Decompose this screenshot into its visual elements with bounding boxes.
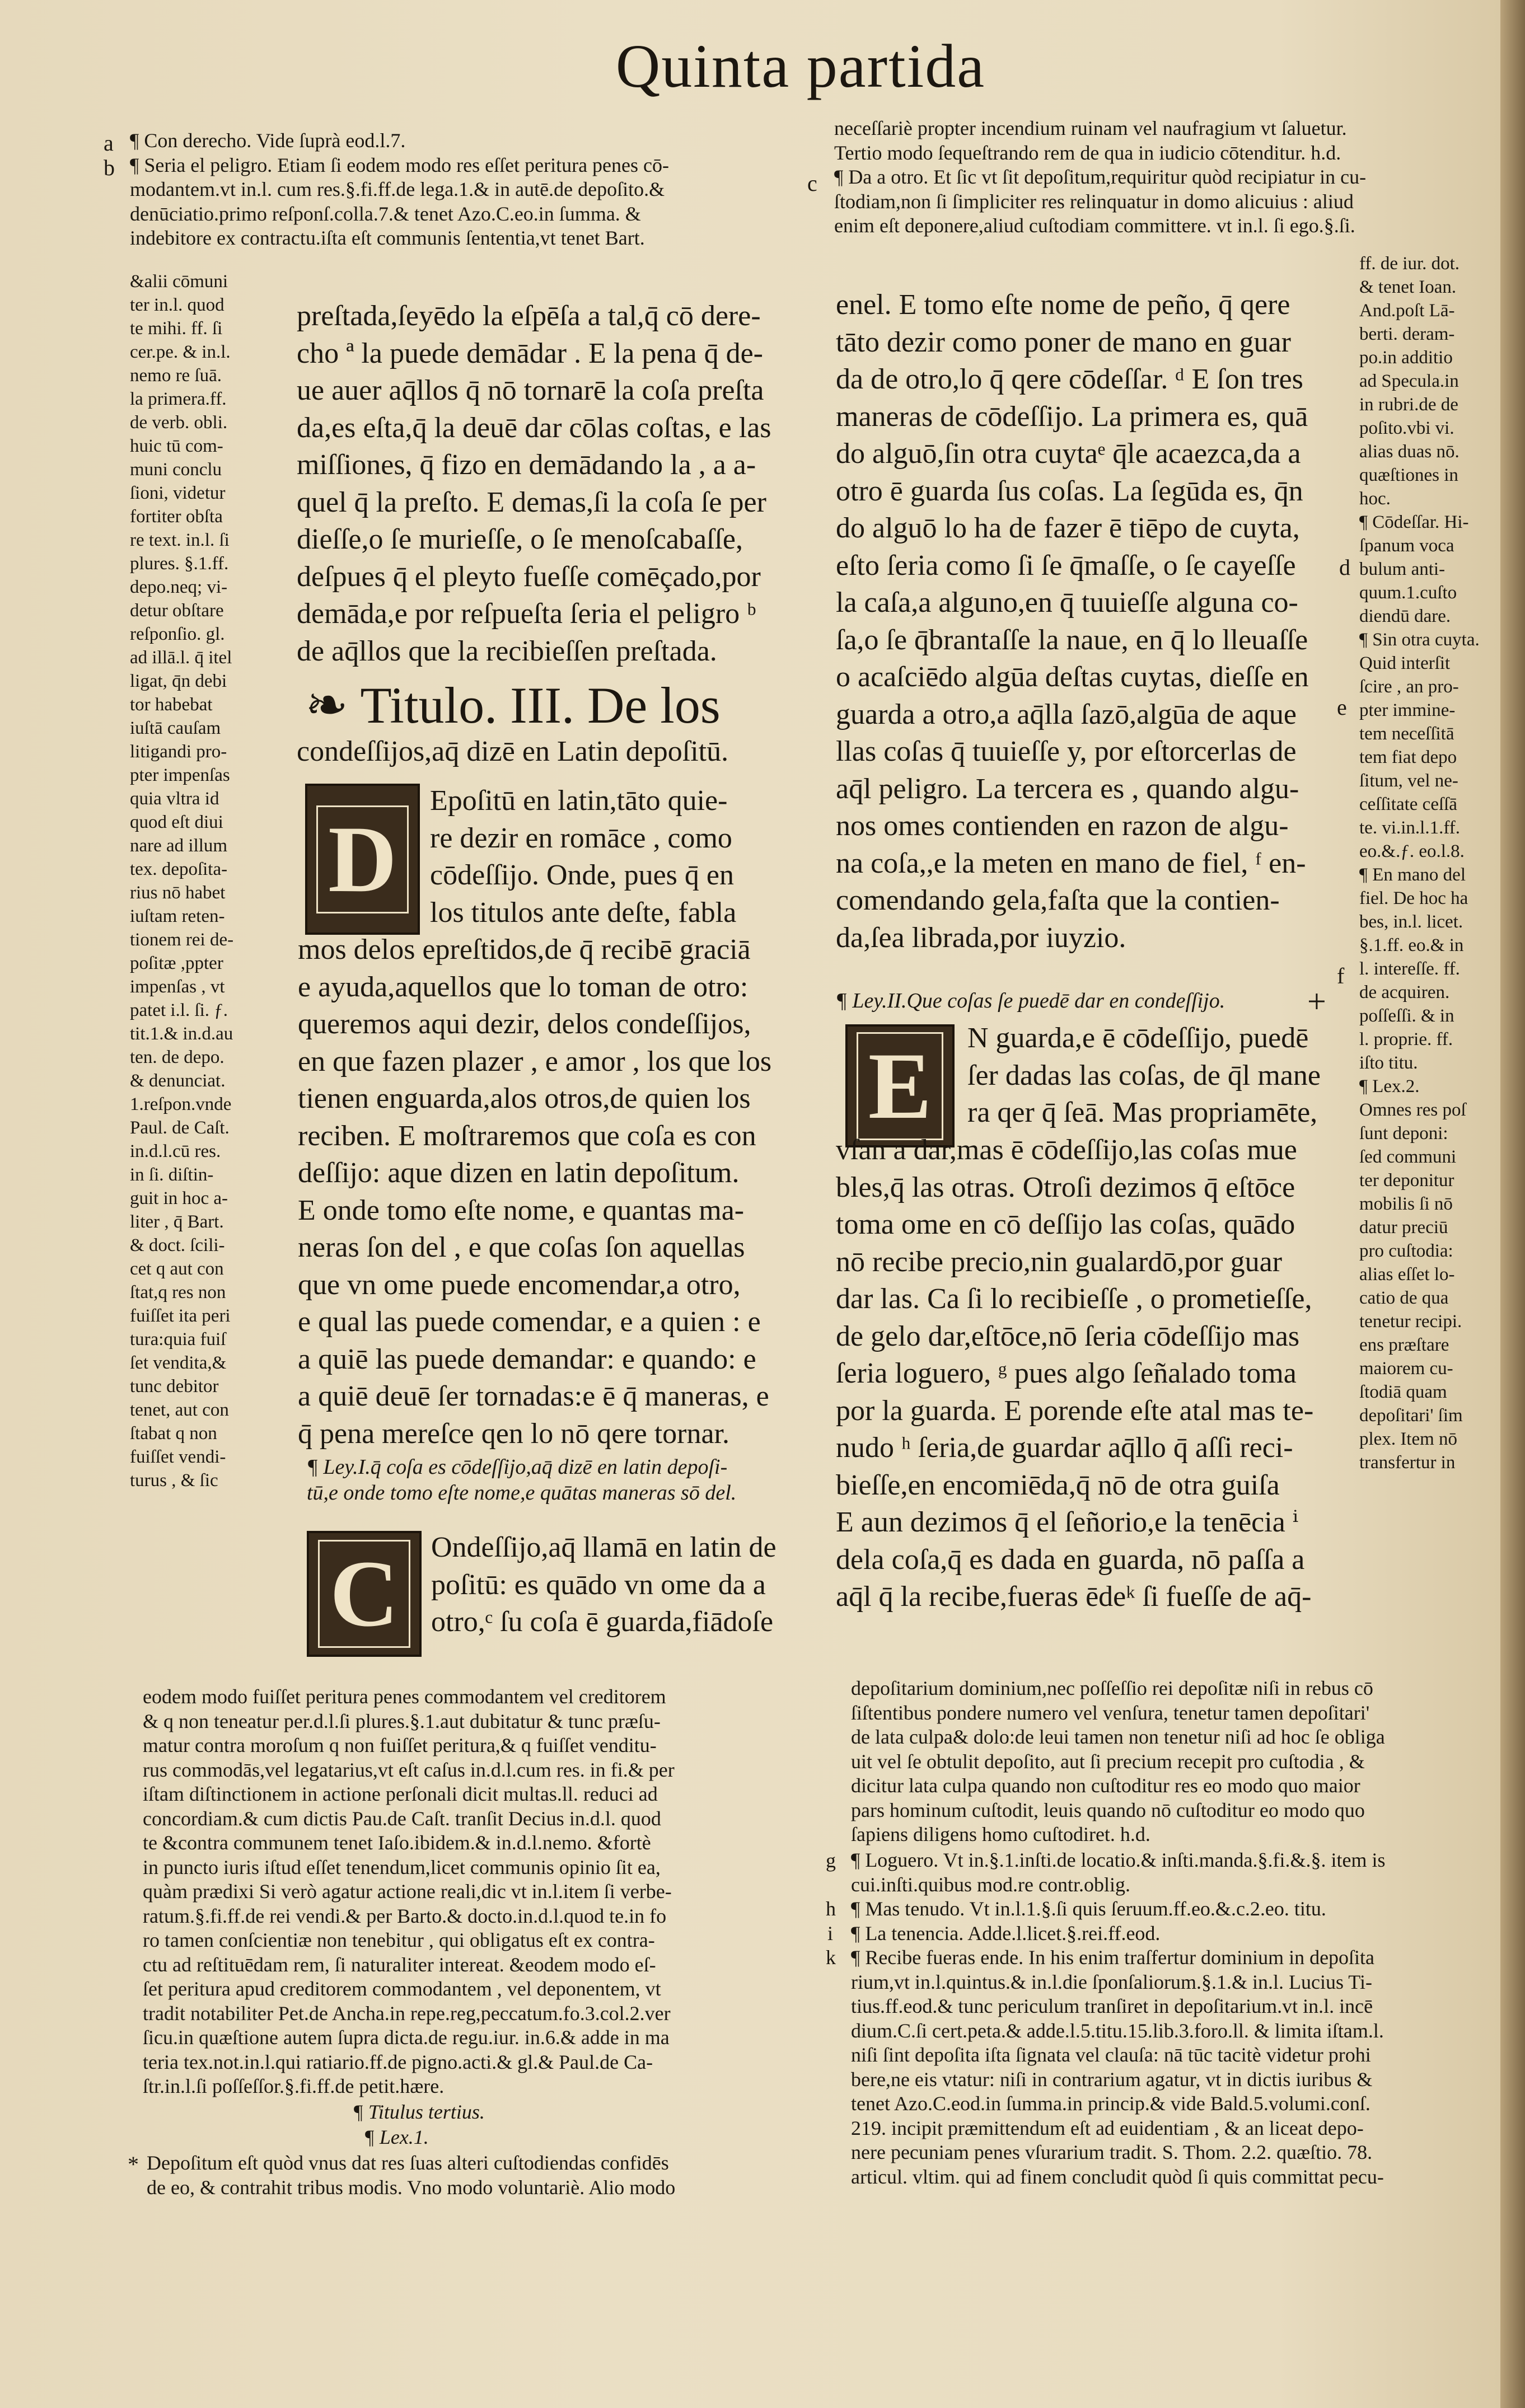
gloss-line: Tertio modo ſequeſtrando rem de qua in iudicio cōtenditur. h.d.: [834, 141, 1341, 164]
text-line: do alguō,ſin otra cuytaᵉ q̄le acaezca,da a: [836, 438, 1301, 470]
gloss-line: concordiam.& cum dictis Pau.de Caſt. tranſit Decius in.d.l. quod: [143, 1807, 661, 1830]
gloss-line: tius.ff.eod.& tunc periculum tranſiret in depoſitarium.vt in.l. incē: [851, 1995, 1373, 2017]
gloss-line: ſiſtentibus pondere numero vel venſura, tenetur tamen depoſitari': [851, 1701, 1370, 1724]
text-line: guarda a otro,a aq̄lla ſazō,algūa de aque: [836, 698, 1297, 730]
gloss-line: ſapiens diligens homo cuſtodiret. h.d.: [851, 1823, 1150, 1845]
margin-gloss-line: quod eſt diui: [130, 812, 223, 832]
margin-gloss-line: ter in.l. quod: [130, 295, 224, 315]
gloss-line: teria tex.not.in.l.qui ratiario.ff.de pigno.acti.& gl.& Paul.de Ca-: [143, 2050, 653, 2073]
gloss-line: Depoſitum eſt quòd vnus dat res ſuas alteri cuſtodiendas confidēs: [147, 2152, 669, 2174]
text-line: da,ſea librada,por iuyzio.: [836, 921, 1126, 954]
margin-gloss-line: reſponſio. gl.: [130, 624, 225, 644]
margin-gloss-line: 1.reſpon.vnde: [130, 1094, 232, 1114]
margin-gloss-line: po.in additio: [1359, 348, 1453, 368]
margin-gloss-line: muni conclu: [130, 460, 222, 480]
right-main-text: [836, 287, 1340, 957]
text-line: re dezir en romāce , como: [430, 822, 732, 854]
margin-gloss-line: fuiſſet ita peri: [130, 1306, 231, 1326]
gloss-line: indebitore ex contractu.iſta eſt communis ſententia,vt tenet Bart.: [130, 227, 645, 249]
margin-gloss-line: ſtabat q non: [130, 1423, 217, 1444]
margin-gloss-line: plures. §.1.ff.: [130, 554, 229, 574]
gloss-line: ratum.§.fi.ff.de rei vendi.& per Barto.& docto.in.d.l.quod te.in fo: [143, 1904, 667, 1927]
gloss-line: ¶ Loguero. Vt in.§.1.inſti.de locatio.& inſti.manda.§.fi.&.§. item is: [851, 1849, 1386, 1871]
text-line: deſſijo: aque dizen en latin depoſitum.: [298, 1157, 740, 1189]
text-line: da de otro,lo q̄ qere cōdeſſar. ᵈ E ſon tres: [836, 363, 1303, 395]
margin-gloss-line: depo.neq; vi-: [130, 577, 228, 597]
decorated-initial-d: D: [305, 784, 420, 935]
text-line: llas coſas q̄ tuuieſſe y, por eſtorcerlas de: [836, 735, 1297, 767]
text-line: aq̄l q̄ la recibe,fueras ēdeᵏ ſi fueſſe de aq̄-: [836, 1581, 1312, 1613]
right-margin-gloss: [1359, 252, 1496, 1474]
margin-gloss-line: fiel. De hoc ha: [1359, 888, 1468, 908]
text-line: dela coſa,q̄ es dada en guarda, nō paſſa a: [836, 1543, 1305, 1576]
text-line: E onde tomo eſte nome, e quantas ma-: [298, 1194, 745, 1226]
text-line: na coſa,,e la meten en mano de fiel, ᶠ en-: [836, 847, 1306, 879]
margin-gloss-line: tura:quia fuiſ: [130, 1329, 226, 1350]
margin-gloss-line: & tenet Ioan.: [1359, 277, 1457, 297]
gloss-line: denūciatio.primo reſponſ.colla.7.& tenet Azo.C.eo.in ſumma. &: [130, 202, 641, 225]
text-line: cōdeſſijo. Onde, pues q̄ en: [430, 859, 734, 891]
text-line: da,es eſta,q̄ la deuē dar cōlas coſtas, e las: [297, 411, 771, 444]
marker-a: a: [104, 130, 114, 156]
margin-gloss-line: te mihi. ff. ſi: [130, 318, 223, 339]
margin-gloss-line: de verb. obli.: [130, 413, 228, 433]
margin-gloss-line: ceſſitate ceſſā: [1359, 794, 1457, 814]
gloss-line: nere pecuniam penes vſurarium tradit. S. Thom. 2.2. quæſtio. 78.: [851, 2141, 1373, 2163]
margin-gloss-line: plex. Item nō: [1359, 1429, 1458, 1449]
decorated-initial-e: E: [845, 1024, 955, 1147]
text-line: bles,q̄ las otras. Otroſi dezimos q̄ eſtōce: [836, 1171, 1295, 1203]
margin-gloss-line: Quid interſit: [1359, 653, 1451, 673]
right-gloss-bottom: [851, 1676, 1500, 1847]
margin-gloss-line: l. proprie. ff.: [1359, 1029, 1453, 1050]
text-line: queremos aqui dezir, delos condeſſijos,: [298, 1008, 751, 1040]
margin-gloss-line: iuſtā cauſam: [130, 718, 221, 738]
gloss-line: matur contra moroſum q non fuiſſet peritura,& q fuiſſet venditu-: [143, 1734, 657, 1756]
right-gloss-top: [834, 116, 1489, 238]
ley-2-heading: ¶ Ley.II.Que coſas ſe puedē dar en condeſſijo.: [836, 989, 1225, 1013]
titulo-title: Titulo. III. De los: [360, 677, 721, 733]
left-intro-text: [298, 931, 802, 1453]
marker-b: b: [104, 155, 115, 180]
margin-gloss-line: ſioni, videtur: [130, 483, 226, 503]
text-line: en que fazen plazer , e amor , los que los: [298, 1045, 772, 1077]
text-line: de gelo dar,eſtōce,nō ſeria cōdeſſijo mas: [836, 1320, 1300, 1352]
marker-i: i: [827, 1922, 834, 1945]
gloss-line: & q non teneatur per.d.l.ſi plures.§.1.aut dubitatur & tunc præſu-: [143, 1709, 661, 1732]
text-line: a quiē las puede demandar: e quando: e: [298, 1343, 756, 1375]
running-head: Quinta partida: [615, 32, 986, 100]
gloss-line: bere,ne eis vtatur: niſi in contrarium agatur, vt in dictis iuribus &: [851, 2068, 1373, 2091]
margin-gloss-line: ad Specula.in: [1359, 371, 1459, 391]
margin-gloss-line: in.d.l.cū res.: [130, 1141, 221, 1161]
margin-gloss-line: tunc debitor: [130, 1376, 219, 1397]
text-line: dar las. Ca ſi lo recibieſſe , o prometieſſe,: [836, 1283, 1312, 1315]
text-line: nos omes contienden en razon de algu-: [836, 810, 1289, 842]
margin-gloss-line: patet i.l. ſi. ƒ.: [130, 1000, 228, 1020]
margin-gloss-line: bulum anti-: [1359, 559, 1446, 579]
margin-gloss-line: ligat, q̄n debi: [130, 671, 227, 691]
margin-gloss-line: pter impenſas: [130, 765, 230, 785]
margin-gloss-line: &alii cōmuni: [130, 271, 228, 292]
margin-gloss-line: diendū dare.: [1359, 606, 1451, 626]
right-gloss-notes: [851, 1848, 1500, 2189]
gloss-line: iſtam diſtinctionem in actione perſonali dicit multas.ll. reduci ad: [143, 1783, 658, 1805]
gloss-line: ctu ad reſtituēdam rem, ſi naturaliter intereat. &eodem modo eſ-: [143, 1953, 656, 1976]
marker-c: c: [807, 171, 817, 196]
gloss-line: depoſitarium dominium,nec poſſeſſio rei depoſitæ niſi in rebus cō: [851, 1677, 1373, 1699]
marker-g: g: [826, 1849, 836, 1872]
gloss-line: uit vel ſe obtulit depoſito, aut ſi precium recepit pro cuſtodia , &: [851, 1750, 1365, 1773]
text-line: por la guarda. E porende eſte atal mas te-: [836, 1394, 1314, 1427]
margin-gloss-line: huic tū com-: [130, 436, 223, 456]
text-line: N guarda,e ē cōdeſſijo, puedē: [967, 1022, 1309, 1054]
margin-gloss-line: ad illā.l. q̄ itel: [130, 648, 232, 668]
gloss-line: ¶ Da a otro. Et ſic vt ſit depoſitum,requiritur quòd recipiatur in cu-: [834, 166, 1367, 188]
left-gloss-top: [130, 129, 802, 251]
gloss-line: articul. vltim. qui ad finem concludit quòd ſi quis committat pecu-: [851, 2165, 1384, 2188]
gloss-line: enim eſt deponere,aliud cuſtodiam committere. vt in.l. ſi ego.§.ſi.: [834, 214, 1355, 237]
margin-gloss-line: ten. de depo.: [130, 1047, 224, 1067]
titulus-tertius: ¶ Titulus tertius.: [353, 2101, 485, 2123]
text-line: preſtada,ſeyēdo la eſpēſa a tal,q̄ cō dere-: [297, 300, 761, 332]
gloss-line: eodem modo fuiſſet peritura penes commodantem vel creditorem: [143, 1685, 666, 1708]
margin-gloss-line: la primera.ff.: [130, 389, 227, 409]
margin-gloss-line: alias eſſet lo-: [1359, 1264, 1455, 1285]
text-line: eſto ſeria como ſi ſe q̄maſſe, o ſe cayeſſe: [836, 549, 1296, 582]
margin-gloss-line: quia vltra id: [130, 789, 219, 809]
margin-gloss-line: poſitæ ,ppter: [130, 953, 223, 973]
text-line: aq̄l peligro. La tercera es , quando algu-: [836, 772, 1299, 805]
text-line: ra qer q̄ ſeā. Mas propriamēte,: [967, 1097, 1318, 1128]
text-line: reciben. E moſtraremos que coſa es con: [298, 1119, 756, 1152]
text-line: de aq̄llos que la recibieſſen preſtada.: [297, 635, 717, 667]
gloss-line: modantem.vt in.l. cum res.§.fi.ff.de lega.1.& in autē.de depoſito.&: [130, 178, 665, 200]
marker-h: h: [826, 1898, 836, 1920]
margin-gloss-line: pter immine-: [1359, 700, 1456, 720]
margin-gloss-line: quum.1.cuſto: [1359, 583, 1457, 603]
margin-gloss-line: fuiſſet vendi-: [130, 1447, 226, 1467]
book-spine-edge: [1500, 0, 1525, 2408]
text-line: tāto dezir como poner de mano en guar: [836, 326, 1291, 358]
margin-gloss-line: tor habebat: [130, 695, 213, 715]
gloss-line: tradit notabiliter Pet.de Ancha.in repe.reg,peccatum.fo.3.col.2.ver: [143, 2002, 671, 2025]
margin-gloss-line: & doct. ſcili-: [130, 1235, 225, 1255]
margin-gloss-line: in rubri.de de: [1359, 395, 1458, 415]
margin-gloss-line: poſſeſſi. & in: [1359, 1006, 1454, 1026]
margin-gloss-line: ſpanum voca: [1359, 536, 1454, 556]
margin-gloss-line: poſito.vbi vi.: [1359, 418, 1454, 438]
fleuron-icon: ❧: [305, 677, 349, 733]
margin-gloss-line: iuſtam reten-: [130, 906, 225, 926]
text-line: cho ª la puede demādar . E la pena q̄ de-: [297, 337, 763, 369]
margin-gloss-line: bes, in.l. licet.: [1359, 912, 1463, 932]
left-gloss-last: [147, 2151, 818, 2200]
text-line: enel. E tomo eſte nome de peño, q̄ qere: [836, 289, 1290, 321]
margin-gloss-line: mobilis ſi nō: [1359, 1194, 1453, 1214]
gloss-line: ſicu.in quæſtione autem ſupra dicta.de regu.iur. in.6.& adde in ma: [143, 2026, 670, 2049]
margin-gloss-line: depoſitari' ſim: [1359, 1406, 1463, 1426]
margin-gloss-line: de acquiren.: [1359, 982, 1450, 1002]
text-line: ſa,o ſe q̄brantaſſe la naue, en q̄ lo lleuaſſe: [836, 624, 1308, 656]
text-line: que vn ome puede encomendar,a otro,: [298, 1268, 741, 1301]
margin-gloss-line: hoc.: [1359, 489, 1391, 509]
gloss-line: te &contra communem tenet Iaſo.ibidem.& in.d.l.nemo. &fortè: [143, 1831, 651, 1854]
margin-gloss-line: ens præſtare: [1359, 1335, 1449, 1355]
text-line: q̄ pena mereſce qen lo nō qere tornar.: [298, 1417, 729, 1450]
margin-gloss-line: §.1.ff. eo.& in: [1359, 935, 1464, 955]
left-ley1-text: [431, 1529, 801, 1641]
margin-gloss-line: impenſas , vt: [130, 977, 225, 997]
gloss-line: ¶ Seria el peligro. Etiam ſi eodem modo res eſſet peritura penes cō-: [130, 153, 669, 176]
margin-gloss-line: cer.pe. & in.l.: [130, 342, 231, 362]
margin-gloss-line: ſtat,q res non: [130, 1282, 226, 1303]
margin-gloss-line: ſunt deponi:: [1359, 1123, 1448, 1144]
text-line: quel q̄ la preſto. E demas,ſi la coſa ſe per: [297, 486, 766, 518]
marker-d: d: [1339, 555, 1350, 580]
margin-gloss-line: fortiter obſta: [130, 507, 223, 527]
gloss-line: tenet Azo.C.eod.in ſumma.in princip.& vide Bald.5.volumi.conſ.: [851, 2092, 1370, 2115]
text-line: ue auer aq̄llos q̄ nō tornarē la coſa preſta: [297, 374, 764, 406]
text-line: nō recibe precio,nin gualardō,por guar: [836, 1245, 1283, 1278]
text-line: la caſa,a alguno,en q̄ tuuieſſe alguna co-: [836, 587, 1298, 619]
right-main-text-2: [836, 1132, 1340, 1616]
titulo-subtitle: condeſſijos,aq̄ dizē en Latin depoſitū.: [297, 735, 729, 767]
margin-gloss-line: guit in hoc a-: [130, 1188, 228, 1208]
margin-gloss-line: transfertur in: [1359, 1453, 1456, 1473]
margin-gloss-line: ¶ Sin otra cuyta.: [1359, 630, 1480, 650]
gloss-line: ro tamen conſcientiæ non tenebitur , qui obligatus eſt ex contra-: [143, 1929, 655, 1951]
text-line: a quiē deuē ſer tornadas:e ē q̄ maneras, e: [298, 1380, 769, 1412]
left-gloss-bottom: [143, 1685, 815, 2099]
text-line: e qual las puede comendar, e a quien : e: [298, 1306, 761, 1338]
margin-gloss-line: liter , q̄ Bart.: [130, 1212, 224, 1232]
gloss-line: cui.inſti.quibus mod.re contr.oblig.: [851, 1873, 1130, 1896]
margin-gloss-line: Paul. de Caſt.: [130, 1118, 230, 1138]
margin-gloss-line: ter deponitur: [1359, 1170, 1454, 1191]
text-line: ſeria loguero, ᵍ pues algo ſeñalado toma: [836, 1357, 1297, 1389]
margin-gloss-line: ſitum, vel ne-: [1359, 771, 1458, 791]
gloss-line: neceſſariè propter incendium ruinam vel naufragium vt ſaluetur.: [834, 117, 1347, 139]
margin-gloss-line: ¶ Lex.2.: [1359, 1076, 1420, 1097]
gloss-line: pars hominum cuſtodit, leuis quando nō cuſtoditur eo modo quo: [851, 1798, 1365, 1821]
margin-gloss-line: pro cuſtodia:: [1359, 1241, 1453, 1261]
margin-gloss-line: tem fiat depo: [1359, 747, 1457, 767]
titulo-heading: [297, 677, 809, 771]
text-line: vſan a dar,mas ē cōdeſſijo,las coſas mue: [836, 1134, 1297, 1166]
margin-gloss-line: tex. depoſita-: [130, 859, 228, 879]
margin-gloss-line: ſtodiā quam: [1359, 1382, 1447, 1402]
text-line: Ondeſſijo,aq̄ llamā en latin de: [431, 1531, 776, 1563]
margin-gloss-line: tem neceſſitā: [1359, 724, 1454, 744]
margin-gloss-line: alias duas nō.: [1359, 442, 1459, 462]
text-line: e ayuda,aquellos que lo toman de otro:: [298, 971, 749, 1003]
margin-gloss-line: ¶ Cōdeſſar. Hi-: [1359, 512, 1469, 532]
margin-gloss-line: rius nō habet: [130, 883, 226, 903]
margin-gloss-line: in ſi. diſtin-: [130, 1165, 214, 1185]
marker-star: *: [128, 2152, 139, 2177]
text-line: miſſiones, q̄ fizo en demādando la , a a-: [297, 449, 756, 481]
marker-e: e: [1337, 695, 1347, 720]
margin-gloss-line: ¶ En mano del: [1359, 865, 1466, 885]
text-line: do alguō lo ha de fazer ē tiēpo de cuyta,: [836, 512, 1300, 544]
gloss-line: niſi ſint depoſita iſta ſignata vel clauſa: nā tūc tacitè videtur prohi: [851, 2044, 1371, 2066]
gloss-line: ¶ Con derecho. Vide ſuprà eod.l.7.: [130, 129, 406, 152]
text-line: los titulos ante deſte, fabla: [430, 896, 737, 929]
gloss-line: rus commodās,vel legatarius,vt eſt caſus in.d.l.cum res. in fi.& per: [143, 1758, 675, 1781]
gloss-line: ¶ La tenencia. Adde.l.licet.§.rei.ff.eod.: [851, 1922, 1161, 1945]
text-line: bieſſe,en encomiēda,q̄ nō de otra guiſa: [836, 1469, 1280, 1501]
margin-gloss-line: cet q aut con: [130, 1259, 224, 1279]
margin-gloss-line: te. vi.in.l.1.ff.: [1359, 818, 1460, 838]
left-margin-gloss: [130, 270, 281, 1492]
margin-gloss-line: & denunciat.: [130, 1071, 226, 1091]
margin-gloss-line: quæſtiones in: [1359, 465, 1458, 485]
margin-gloss-line: berti. deram-: [1359, 324, 1455, 344]
margin-gloss-line: maiorem cu-: [1359, 1358, 1453, 1379]
margin-gloss-line: detur obſtare: [130, 601, 224, 621]
margin-gloss-line: Omnes res poſ: [1359, 1100, 1466, 1120]
text-line: demāda,e por reſpueſta ſeria el peligro ᵇ: [297, 598, 756, 630]
text-line: deſpues q̄ el pleyto fueſſe comēçado,por: [297, 560, 761, 593]
gloss-line: in puncto iuris iſtud eſſet tenendum,licet communis opinio ſit ea,: [143, 1856, 661, 1878]
text-line: mos delos epreſtidos,de q̄ recibē graciā: [298, 934, 751, 966]
margin-gloss-line: tenetur recipi.: [1359, 1311, 1462, 1332]
margin-gloss-line: re text. in.l. ſi: [130, 530, 230, 550]
margin-gloss-line: iſto titu.: [1359, 1053, 1418, 1073]
decorated-initial-c: C: [307, 1531, 422, 1657]
margin-gloss-line: nare ad illum: [130, 836, 228, 856]
text-line: otro ē guarda ſus coſas. La ſegūda es, q̄n: [836, 475, 1303, 507]
text-line: comendando gela,faſta que la contien-: [836, 884, 1280, 916]
text-line: poſitū: es quādo vn ome da a: [431, 1568, 766, 1601]
margin-gloss-line: ſcire , an pro-: [1359, 677, 1459, 697]
margin-gloss-line: catio de qua: [1359, 1288, 1449, 1308]
text-line: o acaſciēdo algūa deſtas cuytas, dieſſe en: [836, 661, 1309, 693]
text-line: neras ſon del , e que coſas ſon aquellas: [298, 1231, 745, 1263]
gloss-line: ſtodiam,non ſi ſimpliciter res relinquatur in domo alicuius : aliud: [834, 190, 1354, 213]
text-line: maneras de cōdeſſijo. La primera es, quā: [836, 400, 1308, 433]
gloss-line: dicitur lata culpa quando non cuſtoditur res eo modo quo maior: [851, 1774, 1360, 1797]
ley-1-heading: ¶ Ley.I.q̄ coſa es cōdeſſijo,aq̄ dizē en latin depoſi- tū,e onde tomo eſte nome,e quātas maneras sō del.: [307, 1455, 737, 1505]
margin-gloss-line: litigandi pro-: [130, 742, 227, 762]
margin-gloss-line: nemo re ſuā.: [130, 366, 222, 386]
gloss-line: de lata culpa& dolo:de leui tamen non tenetur niſi ad hoc ſe obliga: [851, 1726, 1385, 1748]
text-line: toma ome en cō deſſijo las coſas, quādo: [836, 1208, 1295, 1240]
text-line: Epoſitū en latin,tāto quie-: [430, 785, 728, 817]
text-line: otro,ᶜ ſu coſa ē guarda,fiādoſe: [431, 1606, 774, 1638]
margin-gloss-line: tenet, aut con: [130, 1400, 229, 1420]
right-ley2-indented: [967, 1020, 1348, 1132]
margin-gloss-line: ſet vendita,&: [130, 1353, 227, 1373]
margin-gloss-line: turus , & ſic: [130, 1470, 218, 1491]
left-intro-indented: [430, 783, 799, 931]
text-line: nudo ʰ ſeria,de guardar aq̄llo q̄ aſſi reci-: [836, 1432, 1293, 1464]
margin-gloss-line: l. intereſſe. ff.: [1359, 959, 1460, 979]
gloss-line: dium.C.ſi cert.peta.& adde.l.5.titu.15.lib.3.foro.ll. & limita iſtam.l.: [851, 2019, 1384, 2042]
text-line: tienen enguarda,alos otros,de quien los: [298, 1083, 751, 1114]
gloss-line: ſtr.in.l.ſi poſſeſſor.§.fi.ff.de petit.hære.: [143, 2075, 445, 2097]
gloss-line: rium,vt in.l.quintus.& in.l.die ſponſaliorum.§.1.& in.l. Lucius Ti-: [851, 1970, 1373, 1993]
gloss-line: ſet peritura apud creditorem commodantem , vel deponentem, vt: [143, 1978, 661, 2000]
marker-k: k: [826, 1946, 836, 1969]
margin-gloss-line: ff. de iur. dot.: [1359, 254, 1460, 274]
left-main-text-top: [297, 298, 801, 670]
margin-gloss-line: ſed communi: [1359, 1147, 1457, 1167]
gloss-line: ¶ Mas tenudo. Vt in.l.1.§.ſi quis ſeruum.ff.eo.&.c.2.eo. titu.: [851, 1898, 1326, 1920]
marker-plus: +: [1307, 983, 1326, 1020]
lex-1-label: ¶ Lex.1.: [364, 2126, 429, 2148]
gloss-line: 219. incipit præmittendum eſt ad euidentiam , & an liceat depo-: [851, 2116, 1364, 2139]
margin-gloss-line: And.poſt Lā-: [1359, 301, 1455, 321]
text-line: E aun dezimos q̄ el ſeñorio,e la tenēcia ⁱ: [836, 1506, 1299, 1538]
marker-f: f: [1337, 963, 1345, 989]
margin-gloss-line: eo.&.ƒ. eo.l.8.: [1359, 841, 1465, 861]
gloss-line: quàm prædixi Si verò agatur actione reali,dic vt in.l.item ſi verbe-: [143, 1880, 672, 1903]
gloss-line: ¶ Recibe fueras ende. In his enim traſfertur dominium in depoſita: [851, 1946, 1375, 1969]
margin-gloss-line: tionem rei de-: [130, 930, 234, 950]
text-line: ſer dadas las coſas, de q̄l mane: [967, 1059, 1321, 1091]
margin-gloss-line: tit.1.& in.d.au: [130, 1024, 233, 1044]
text-line: dieſſe,o ſe murieſſe, o ſe menoſcabaſſe,: [297, 523, 743, 555]
gloss-line: de eo, & contrahit tribus modis. Vno modo voluntariè. Alio modo: [147, 2176, 676, 2199]
margin-gloss-line: datur preciū: [1359, 1217, 1448, 1238]
